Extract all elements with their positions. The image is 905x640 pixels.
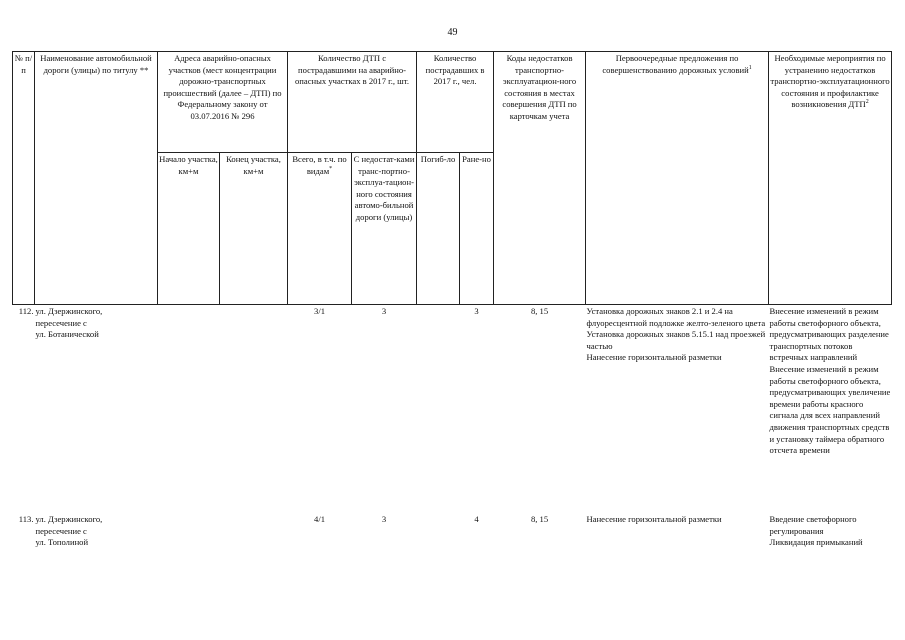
header-dtp-count: Количество ДТП с пострадавшими на аварийно-опасных участках в 2017 г., шт. [288, 52, 417, 153]
dtp-total: 3/1 [314, 306, 325, 316]
header-total: Всего, в т.ч. по видам* [288, 153, 352, 305]
header-measures: Необходимые мероприятия по устранению недостатков транспортно-эксплуатационного состояния и профилактике возникновения ДТП$^2$ [769, 52, 892, 305]
table-row [13, 305, 892, 514]
killed-count [417, 513, 460, 549]
header-injured: Ране-но [460, 153, 494, 305]
header-end: Конец участка, км+м [220, 153, 288, 305]
dtp-with-defects: 3 [381, 514, 387, 524]
accident-sites-table [12, 51, 892, 549]
dtp-with-defects: 3 [381, 306, 387, 316]
measures: Введение светофорного регулирования Ликвидация примыканий [769, 514, 863, 548]
road-name: ул. Дзержинского, пересечение с ул. Ботанической [35, 306, 103, 340]
section-end [220, 513, 288, 549]
proposals: Установка дорожных знаков 2.1 и 2.4 на флуоресцентной подложке желто-зеленого цвета Установка дорожных знаков 5.15.1 над проезжей частью Нанесение горизонтальной разметки [586, 306, 766, 363]
defect-codes: 8, 15 [530, 514, 549, 524]
header-num: № п/п [13, 52, 35, 305]
defect-codes: 8, 15 [530, 306, 549, 316]
section-start [158, 513, 220, 549]
header-addresses: Адреса аварийно-опасных участков (мест концентрации дорожно-транспортных происшествий (далее – ДТП) по Федеральному закону от 03.07.2016 № 296 [158, 52, 288, 153]
section-start [158, 305, 220, 514]
row-number: 112. [18, 306, 34, 316]
killed-count [417, 305, 460, 514]
header-with-defects: С недостат-ками транс-портно-эксплуа-тацион-ного состояния автомо-бильной дороги (улицы) [352, 153, 417, 305]
injured-count: 3 [474, 306, 479, 316]
proposals: Нанесение горизонтальной разметки [586, 514, 722, 524]
header-codes: Коды недостатков транспортно-эксплуатацион-ного состояния в местах совершения ДТП по карточкам учета [494, 52, 586, 305]
header-road-name: Наименование автомобильной дороги (улицы) по титулу ** [35, 52, 158, 305]
page-number: 49 [447, 27, 458, 38]
measures: Внесение изменений в режим работы светофорного объекта, предусматривающих разделение транспортных потоков встречных направлений Внесение изменений в режим работы светофорного объекта, предусматривающих увеличение времени работы красного сигнала для всех направлений движения транспортных средств и установку таймера обратного отсчета времени [769, 306, 891, 456]
header-victims: Количество пострадавших в 2017 г., чел. [417, 52, 494, 153]
table-row [13, 513, 892, 549]
road-name: ул. Дзержинского, пересечение с ул. Тополиной [35, 514, 103, 548]
injured-count: 4 [474, 514, 479, 524]
header-start: Начало участка, км+м [158, 153, 220, 305]
section-end [220, 305, 288, 514]
row-number: 113. [18, 514, 34, 524]
header-killed: Погиб-ло [417, 153, 460, 305]
dtp-total: 4/1 [314, 514, 325, 524]
header-proposals: Первоочередные предложения по совершенствованию дорожных условий$^1$ [586, 52, 769, 305]
